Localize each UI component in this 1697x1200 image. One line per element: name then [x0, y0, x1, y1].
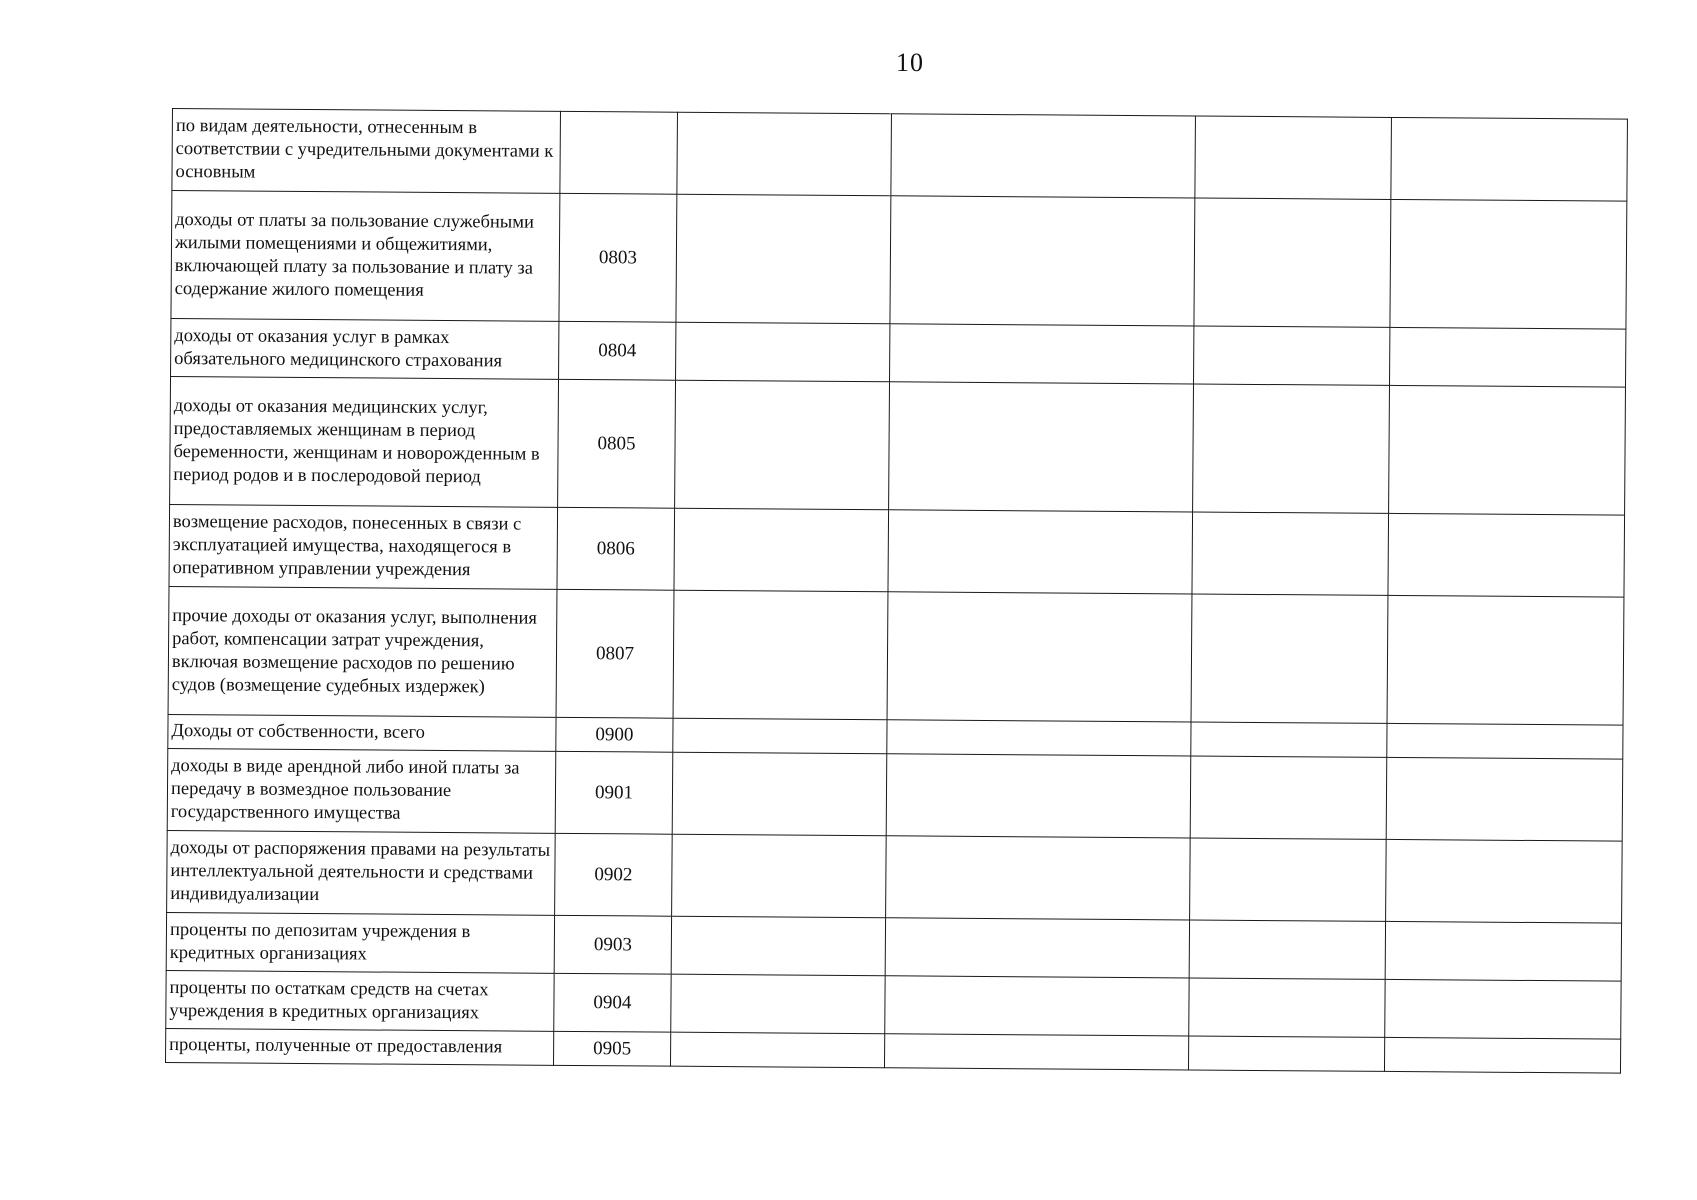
row-code-cell: 0900 — [556, 717, 673, 752]
value-cell — [677, 112, 892, 196]
value-cell — [671, 974, 885, 1034]
table-row — [170, 376, 1626, 515]
value-cell — [1386, 757, 1623, 841]
table-row — [166, 912, 1621, 981]
value-cell — [886, 836, 1191, 920]
page-number: 10 — [896, 48, 924, 77]
value-cell — [1188, 1036, 1384, 1071]
row-code-cell: 0803 — [559, 193, 677, 322]
row-name-cell: Доходы от собственности, всего — [168, 714, 556, 751]
value-cell — [672, 752, 887, 836]
row-name-cell: по видам деятельности, отнесенным в соответствии с учредительными документами к основным — [172, 109, 561, 194]
value-cell — [891, 114, 1196, 198]
value-cell — [890, 196, 1195, 326]
row-code-cell: 0806 — [557, 507, 675, 590]
value-cell — [885, 918, 1189, 978]
row-name-cell: доходы от оказания медицинских услуг, предоставляемых женщинам в период беременности, женщинам и новорожденным в период родов и в послеродовой период — [170, 376, 559, 507]
row-code-cell: 0804 — [559, 321, 676, 380]
row-code-cell: 0904 — [554, 973, 671, 1032]
value-cell — [676, 194, 891, 324]
table-row — [167, 748, 1623, 841]
value-cell — [1189, 920, 1385, 979]
row-name-cell: проценты, полученные от предоставления — [166, 1028, 554, 1065]
table-row — [171, 191, 1627, 330]
value-cell — [676, 322, 890, 382]
value-cell — [1191, 594, 1388, 723]
value-cell — [885, 976, 1189, 1036]
row-code-cell: 0901 — [555, 751, 673, 834]
value-cell — [1193, 384, 1390, 513]
value-cell — [673, 590, 888, 720]
table-row — [166, 970, 1621, 1039]
row-code-cell: 0905 — [553, 1031, 670, 1066]
value-cell — [1387, 595, 1624, 725]
row-code-cell: 0903 — [554, 915, 671, 974]
value-cell — [889, 382, 1194, 512]
table-row — [167, 830, 1623, 923]
value-cell — [1390, 199, 1627, 329]
value-cell — [1384, 1037, 1620, 1073]
row-code-cell: 0807 — [556, 589, 674, 718]
value-cell — [1189, 978, 1385, 1037]
row-name-cell: доходы от платы за пользование служебными жилыми помещениями и общежитиями, включающей плату за пользование и плату за содержание жилого помещения — [171, 191, 560, 322]
row-name-cell: проценты по остаткам средств на счетах учреждения в кредитных организациях — [166, 970, 554, 1031]
row-name-cell: возмещение расходов, понесенных в связи с эксплуатацией имущества, находящегося в оперативном управлении учреждения — [169, 504, 558, 589]
row-code-cell: 0805 — [558, 379, 676, 508]
table-row — [168, 586, 1624, 725]
value-cell — [887, 720, 1191, 756]
row-code-cell: 0902 — [555, 833, 673, 916]
value-cell — [670, 1032, 884, 1068]
value-cell — [884, 1034, 1188, 1070]
value-cell — [1389, 327, 1625, 387]
value-cell — [672, 834, 887, 918]
value-cell — [1391, 117, 1628, 201]
value-cell — [1194, 198, 1391, 327]
value-cell — [1191, 722, 1387, 757]
value-cell — [1192, 512, 1389, 595]
table-row — [172, 109, 1628, 202]
table-row — [171, 318, 1626, 387]
row-code-cell — [560, 111, 678, 194]
value-cell — [1389, 385, 1626, 515]
value-cell — [890, 324, 1194, 384]
value-cell — [1387, 723, 1623, 759]
value-cell — [1190, 756, 1387, 839]
row-name-cell: доходы от оказания услуг в рамках обязательного медицинского страхования — [171, 318, 559, 379]
row-name-cell: прочие доходы от оказания услуг, выполнения работ, компенсации затрат учреждения, включая возмещение расходов по решению судов (возмещение судебных издержек) — [168, 586, 557, 717]
value-cell — [1194, 326, 1390, 385]
row-name-cell: доходы в виде арендной либо иной платы за передачу в возмездное пользование государственного имущества — [167, 748, 556, 833]
value-cell — [1190, 838, 1387, 921]
value-cell — [675, 380, 890, 510]
value-cell — [888, 510, 1193, 594]
value-cell — [671, 916, 885, 976]
value-cell — [673, 718, 887, 754]
value-cell — [1385, 979, 1621, 1039]
row-name-cell: проценты по депозитам учреждения в кредитных организациях — [166, 912, 554, 973]
value-cell — [1386, 839, 1623, 923]
table-row — [169, 504, 1625, 597]
value-cell — [674, 508, 889, 592]
value-cell — [886, 754, 1191, 838]
row-name-cell: доходы от распоряжения правами на результаты интеллектуальной деятельности и средствами индивидуализации — [167, 830, 556, 915]
income-table — [165, 108, 1628, 1074]
value-cell — [887, 592, 1192, 722]
value-cell — [1385, 921, 1621, 981]
value-cell — [1388, 513, 1625, 597]
value-cell — [1195, 116, 1392, 199]
